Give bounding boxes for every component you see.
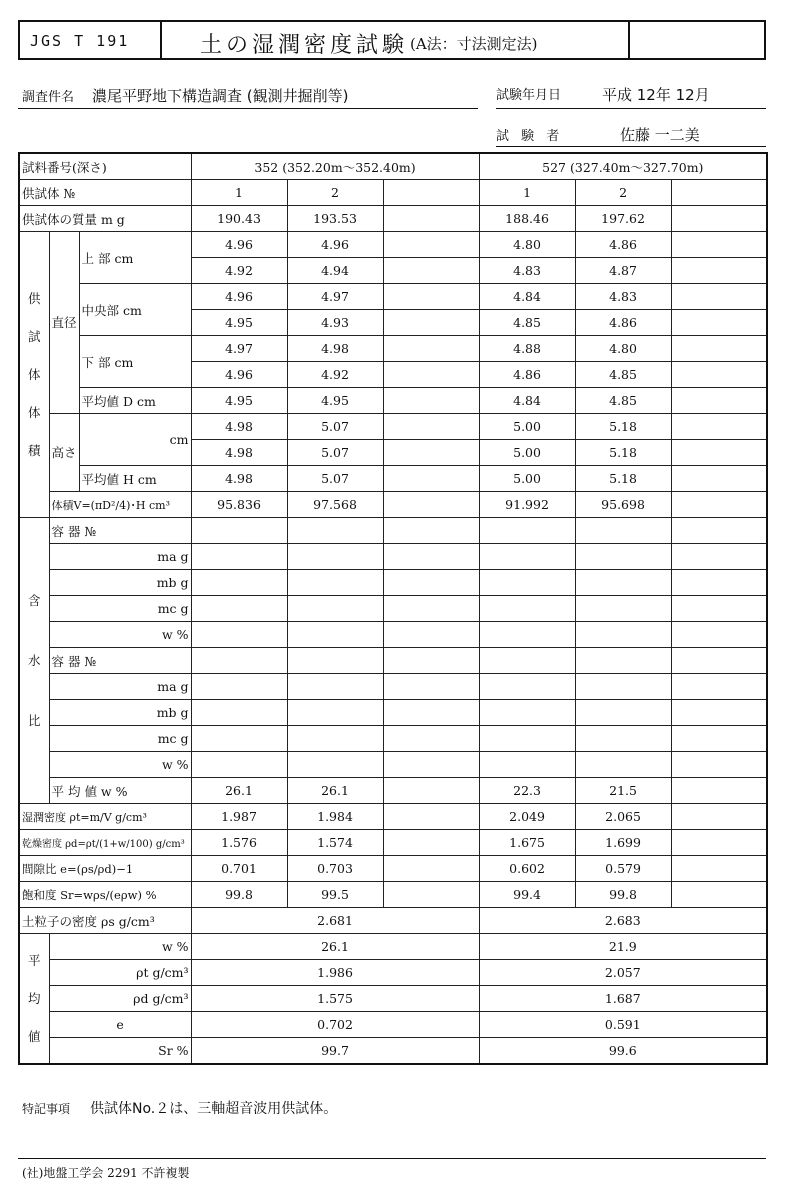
cell: 1.987 <box>191 804 287 830</box>
cell: 2.057 <box>479 960 767 986</box>
row-container1 <box>19 518 767 544</box>
ma-label: ma g <box>49 544 191 570</box>
row-mean-sr <box>19 1038 767 1065</box>
sample-no-label: 試料番号(深さ) <box>19 153 191 180</box>
mean-e-label: e <box>49 1012 191 1038</box>
row-height1 <box>19 414 767 440</box>
cell: 21.9 <box>479 934 767 960</box>
cell: 193.53 <box>287 206 383 232</box>
container-label: 容 器 № <box>49 648 191 674</box>
row-sample-no <box>19 153 767 180</box>
cell: 5.00 <box>479 466 575 492</box>
cell: 4.86 <box>479 362 575 388</box>
row-mean-pt <box>19 960 767 986</box>
cell: 5.07 <box>287 466 383 492</box>
date-value: 平成 12年 12月 <box>602 86 710 104</box>
row-mb2 <box>19 700 767 726</box>
avg-h-label: 平均値 H cm <box>79 466 191 492</box>
cell: 5.18 <box>575 466 671 492</box>
project-value: 濃尾平野地下構造調査 (観測井掘削等) <box>92 87 349 105</box>
cell: 5.07 <box>287 414 383 440</box>
cell: 1 <box>479 180 575 206</box>
cell: 0.702 <box>191 1012 479 1038</box>
cell: 5.00 <box>479 414 575 440</box>
cell: 5.18 <box>575 440 671 466</box>
mc-label: mc g <box>49 726 191 752</box>
cell: 4.96 <box>191 362 287 388</box>
date-label: 試験年月日 <box>496 88 562 103</box>
row-container2 <box>19 648 767 674</box>
cell: 0.701 <box>191 856 287 882</box>
footer-text: (社)地盤工学会 2291 不許複製 <box>22 1166 190 1180</box>
cell: 4.80 <box>479 232 575 258</box>
cell: 2.049 <box>479 804 575 830</box>
sat-label: 飽和度 Sr=wρs/(eρw) % <box>19 882 191 908</box>
cell: 4.86 <box>575 232 671 258</box>
cell: 190.43 <box>191 206 287 232</box>
cell: 2.681 <box>191 908 479 934</box>
height-unit: cm <box>79 414 191 466</box>
cell: 4.97 <box>287 284 383 310</box>
lower-label: 下 部 cm <box>79 336 191 388</box>
cell: 4.93 <box>287 310 383 336</box>
cell: 4.88 <box>479 336 575 362</box>
cell: 2.065 <box>575 804 671 830</box>
cell: 0.579 <box>575 856 671 882</box>
row-mean-e <box>19 1012 767 1038</box>
cell: 197.62 <box>575 206 671 232</box>
cell: 1.575 <box>191 986 479 1012</box>
cell: 4.95 <box>191 388 287 414</box>
cell: 99.5 <box>287 882 383 908</box>
notes-label: 特記事項 <box>22 1102 71 1116</box>
cell: 4.92 <box>191 258 287 284</box>
mean-sr-label: Sr % <box>49 1038 191 1065</box>
data-table <box>18 152 768 1065</box>
cell: 2.683 <box>479 908 767 934</box>
cell: 26.1 <box>287 778 383 804</box>
row-void-ratio <box>19 856 767 882</box>
row-wet-density <box>19 804 767 830</box>
cell: 4.85 <box>575 388 671 414</box>
row-dry-density <box>19 830 767 856</box>
cell: 0.591 <box>479 1012 767 1038</box>
row-particle-density <box>19 908 767 934</box>
cell: 97.568 <box>287 492 383 518</box>
ma-label: ma g <box>49 674 191 700</box>
cell: 4.83 <box>575 284 671 310</box>
cell: 4.80 <box>575 336 671 362</box>
cell: 4.96 <box>191 284 287 310</box>
particle-label: 土粒子の密度 ρs g/cm³ <box>19 908 191 934</box>
cell: 99.4 <box>479 882 575 908</box>
mean-group: 平均値 <box>19 934 49 1065</box>
cell: 1.699 <box>575 830 671 856</box>
page-title: 土の湿潤密度試験 <box>200 33 409 58</box>
row-avg-d <box>19 388 767 414</box>
cell: 95.836 <box>191 492 287 518</box>
row-volume <box>19 492 767 518</box>
cell: 2 <box>575 180 671 206</box>
row-mc1 <box>19 596 767 622</box>
cell: 4.97 <box>191 336 287 362</box>
cell: 1.574 <box>287 830 383 856</box>
cell: 1.984 <box>287 804 383 830</box>
row-mean-pd <box>19 986 767 1012</box>
cell: 4.92 <box>287 362 383 388</box>
cell: 99.6 <box>479 1038 767 1065</box>
cell: 91.992 <box>479 492 575 518</box>
cell: 1.986 <box>191 960 479 986</box>
row-ma1 <box>19 544 767 570</box>
height-group: 高さ <box>49 414 79 492</box>
mean-pd-label: ρd g/cm³ <box>49 986 191 1012</box>
cell: 188.46 <box>479 206 575 232</box>
cell: 1.675 <box>479 830 575 856</box>
cell: 21.5 <box>575 778 671 804</box>
mc-label: mc g <box>49 596 191 622</box>
avg-d-label: 平均値 D cm <box>79 388 191 414</box>
cell: 0.602 <box>479 856 575 882</box>
w-label: w % <box>49 622 191 648</box>
sample-a: 352 (352.20m～352.40m) <box>191 153 479 180</box>
row-w1 <box>19 622 767 648</box>
cell: 0.703 <box>287 856 383 882</box>
cell: 4.84 <box>479 284 575 310</box>
cell: 4.86 <box>575 310 671 336</box>
row-middle1 <box>19 284 767 310</box>
row-saturation <box>19 882 767 908</box>
cell: 95.698 <box>575 492 671 518</box>
cell: 2 <box>287 180 383 206</box>
water-group: 含水比 <box>19 518 49 804</box>
page-subtitle: (A法：寸法測定法) <box>410 35 538 53</box>
diameter-group: 直径 <box>49 232 79 414</box>
cell: 5.00 <box>479 440 575 466</box>
cell: 4.95 <box>287 388 383 414</box>
row-upper1 <box>19 232 767 258</box>
row-ma2 <box>19 674 767 700</box>
specimen-label: 供試体 № <box>19 180 191 206</box>
w-label: w % <box>49 752 191 778</box>
sample-b: 527 (327.40m～327.70m) <box>479 153 767 180</box>
project-label: 調査件名 <box>22 90 75 105</box>
cell: 5.07 <box>287 440 383 466</box>
row-avg-w <box>19 778 767 804</box>
row-w2 <box>19 752 767 778</box>
cell: 1.576 <box>191 830 287 856</box>
cell: 99.7 <box>191 1038 479 1065</box>
cell: 4.98 <box>287 336 383 362</box>
mb-label: mb g <box>49 570 191 596</box>
mean-w-label: w % <box>49 934 191 960</box>
dry-density-label: 乾燥密度 ρd=ρt/(1+w/100) g/cm³ <box>19 830 191 856</box>
tester-label: 試 験 者 <box>496 129 564 144</box>
cell: 5.18 <box>575 414 671 440</box>
row-mc2 <box>19 726 767 752</box>
cell: 4.85 <box>479 310 575 336</box>
cell: 4.85 <box>575 362 671 388</box>
cell: 4.96 <box>191 232 287 258</box>
cell: 4.98 <box>191 414 287 440</box>
cell: 26.1 <box>191 778 287 804</box>
volume-label: 体積V=(πD²/4)･H cm³ <box>49 492 191 518</box>
mean-pt-label: ρt g/cm³ <box>49 960 191 986</box>
container-label: 容 器 № <box>49 518 191 544</box>
row-specimen <box>19 180 767 206</box>
row-mass <box>19 206 767 232</box>
cell: 4.96 <box>287 232 383 258</box>
avg-w-label: 平 均 値 w % <box>49 778 191 804</box>
cell: 4.95 <box>191 310 287 336</box>
tester-value: 佐藤 一二美 <box>620 126 700 144</box>
row-mb1 <box>19 570 767 596</box>
row-lower1 <box>19 336 767 362</box>
wet-density-label: 湿潤密度 ρt=m/V g/cm³ <box>19 804 191 830</box>
notes-text: 供試体No.２は、三軸超音波用供試体。 <box>90 1101 338 1117</box>
mass-label: 供試体の質量 m g <box>19 206 191 232</box>
row-avg-h <box>19 466 767 492</box>
cell: 99.8 <box>575 882 671 908</box>
volume-group: 供試体体積 <box>19 232 49 518</box>
standard-code: JGS T 191 <box>30 32 130 50</box>
cell: 4.94 <box>287 258 383 284</box>
void-label: 間隙比 e=(ρs/ρd)−1 <box>19 856 191 882</box>
cell: 1 <box>191 180 287 206</box>
cell: 4.98 <box>191 440 287 466</box>
cell: 4.87 <box>575 258 671 284</box>
cell: 4.98 <box>191 466 287 492</box>
cell: 4.84 <box>479 388 575 414</box>
middle-label: 中央部 cm <box>79 284 191 336</box>
cell: 99.8 <box>191 882 287 908</box>
mb-label: mb g <box>49 700 191 726</box>
cell: 22.3 <box>479 778 575 804</box>
cell: 1.687 <box>479 986 767 1012</box>
row-mean-w <box>19 934 767 960</box>
upper-label: 上 部 cm <box>79 232 191 284</box>
cell: 4.83 <box>479 258 575 284</box>
cell: 26.1 <box>191 934 479 960</box>
